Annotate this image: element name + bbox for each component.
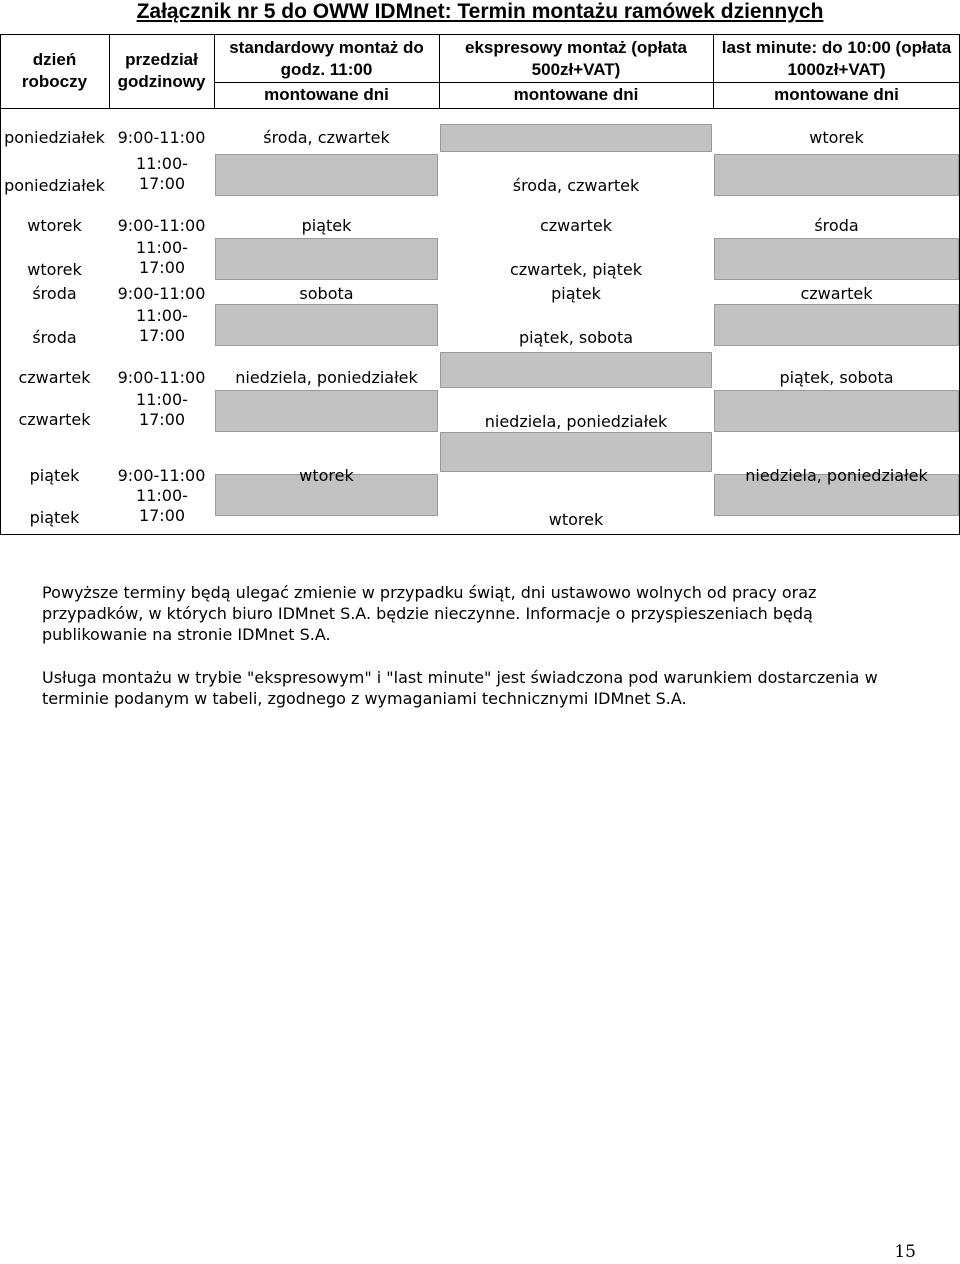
row-standard: sobota [299, 284, 354, 303]
row-express: środa, czwartek [512, 176, 640, 195]
empty-cell-lastminute-5 [714, 304, 959, 346]
page-number: 15 [894, 1242, 916, 1262]
row-express: niedziela, poniedziałek [484, 412, 668, 431]
row-day: piątek [29, 508, 80, 527]
note-holidays: Powyższe terminy będą ulegać zmienie w przypadku świąt, dni ustawowo wolnych od pracy oraz przypadków, w których biuro IDMnet S.A. będzie nieczynne. Informacje o przyspieszeniach będą publikowanie na stronie IDMnet S.A. [42, 583, 817, 644]
header-day: dzień roboczy [21, 50, 88, 91]
row-slot: 11:00-17:00 [136, 238, 188, 277]
grid-line [713, 34, 714, 108]
row-day: poniedziałek [4, 176, 105, 195]
row-slot: 9:00-11:00 [117, 216, 206, 235]
row-slot: 11:00-17:00 [136, 486, 188, 525]
row-express: wtorek [548, 510, 604, 529]
header-standard: standardowy montaż do godz. 11:00 [229, 38, 424, 79]
row-day: środa [32, 284, 77, 303]
row-day: wtorek [27, 260, 82, 279]
schedule-table [0, 34, 960, 534]
grid-line [0, 534, 960, 535]
row-slot: 9:00-11:00 [117, 128, 206, 147]
row-day: czwartek [18, 410, 91, 429]
row-lastminute: piątek, sobota [779, 368, 894, 387]
row-lastminute: czwartek [800, 284, 873, 303]
row-standard: środa, czwartek [263, 128, 390, 147]
row-slot: 11:00-17:00 [136, 390, 188, 429]
empty-cell-express-0 [440, 124, 712, 152]
header-express: ekspresowy montaż (opłata 500zł+VAT) [464, 38, 687, 79]
empty-cell-standard-5 [215, 304, 438, 346]
grid-line [214, 34, 215, 108]
note-express-conditions: Usługa montażu w trybie "ekspresowym" i "last minute" jest świadczona pod warunkiem dostarczenia w terminie podanym w tabeli, zgodnego z wymaganiami technicznymi IDMnet S.A. [42, 668, 878, 708]
grid-line [439, 34, 440, 108]
row-express: piątek, sobota [518, 328, 634, 347]
grid-line [0, 34, 960, 35]
empty-cell-express-8 [440, 432, 712, 472]
empty-cell-standard-1 [215, 154, 438, 196]
row-lastminute: wtorek [809, 128, 864, 147]
empty-cell-standard-3 [215, 238, 438, 280]
row-express: czwartek [539, 216, 613, 235]
row-slot: 9:00-11:00 [117, 466, 206, 485]
empty-cell-lastminute-7 [714, 390, 959, 432]
row-lastminute: niedziela, poniedziałek [745, 466, 928, 485]
page-title: Załącznik nr 5 do OWW IDMnet: Termin montażu ramówek dziennych [136, 0, 824, 23]
header-lastminute-days: montowane dni [774, 85, 899, 104]
header-slot: przedział godzinowy [117, 50, 206, 91]
header-express-days: montowane dni [513, 85, 639, 104]
header-standard-days: montowane dni [264, 85, 389, 104]
row-day: środa [32, 328, 77, 347]
row-slot: 11:00-17:00 [136, 154, 188, 193]
row-slot: 11:00-17:00 [136, 306, 188, 345]
empty-cell-express-6 [440, 352, 712, 388]
grid-line [0, 108, 960, 109]
row-slot: 9:00-11:00 [117, 284, 206, 303]
row-day: czwartek [18, 368, 91, 387]
row-lastminute: środa [814, 216, 859, 235]
empty-cell-standard-7 [215, 390, 438, 432]
row-day: poniedziałek [4, 128, 105, 147]
header-lastminute: last minute: do 10:00 (opłata 1000zł+VAT) [721, 38, 952, 79]
row-standard: piątek [301, 216, 352, 235]
empty-cell-lastminute-3 [714, 238, 959, 280]
row-express: piątek [551, 284, 601, 303]
row-day: piątek [29, 466, 80, 485]
grid-line [0, 34, 1, 534]
grid-line [109, 34, 110, 108]
row-standard: niedziela, poniedziałek [235, 368, 418, 387]
row-day: wtorek [27, 216, 82, 235]
footnotes [42, 582, 922, 731]
row-express: czwartek, piątek [509, 260, 642, 279]
empty-cell-lastminute-1 [714, 154, 959, 196]
grid-line [214, 82, 960, 83]
row-standard: wtorek [299, 466, 354, 485]
row-slot: 9:00-11:00 [117, 368, 206, 387]
